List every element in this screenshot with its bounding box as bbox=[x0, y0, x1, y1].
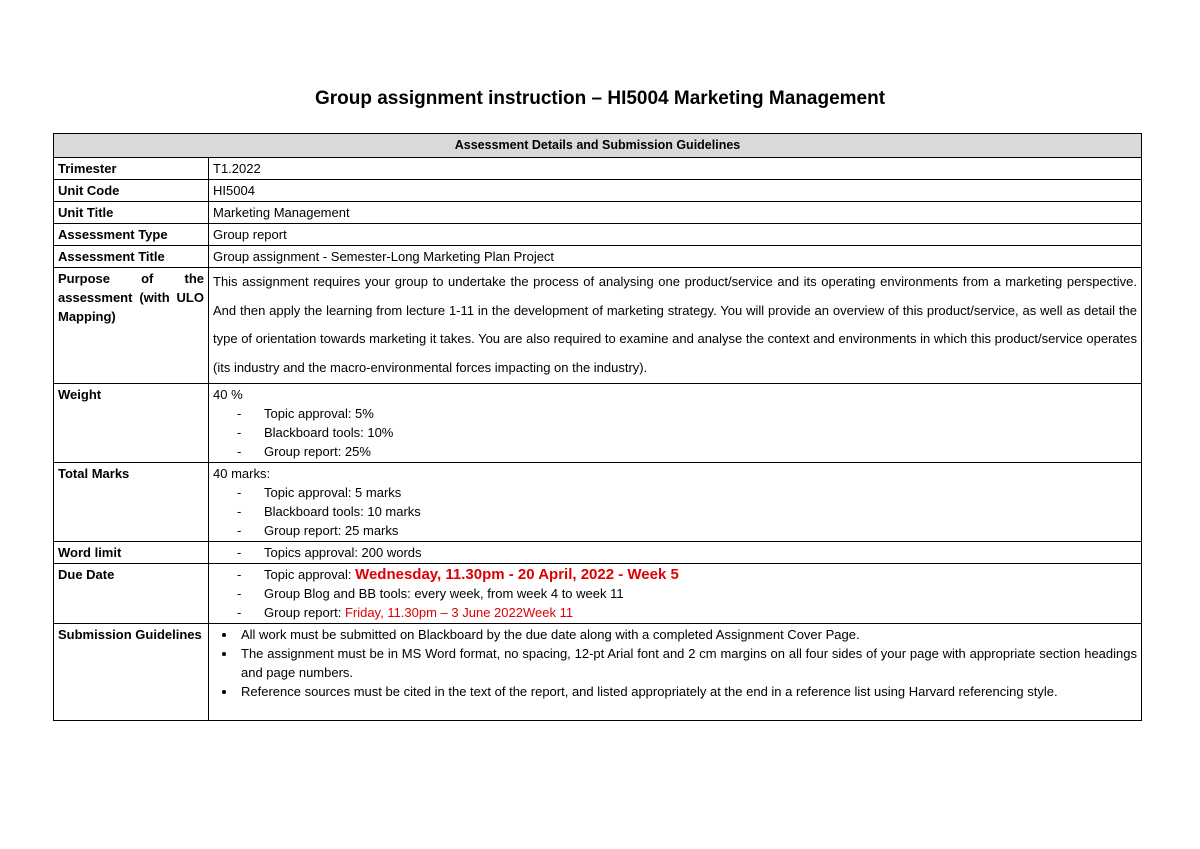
topic-approval-date: Wednesday, 11.30pm - 20 April, 2022 - Week 5 bbox=[355, 566, 679, 583]
list-item: - Blackboard tools: 10% bbox=[237, 423, 1137, 442]
table-row bbox=[54, 384, 1142, 463]
table-row bbox=[54, 224, 1142, 246]
list-item: • All work must be submitted on Blackboard by the due date along with a completed Assignment Cover Page. bbox=[237, 625, 1137, 644]
row-label-weight: Weight bbox=[54, 384, 209, 463]
row-label-assessment-title: Assessment Title bbox=[54, 246, 209, 268]
row-value-weight bbox=[209, 384, 1142, 463]
row-label-due-date: Due Date bbox=[54, 564, 209, 624]
row-value-unit-title: Marketing Management bbox=[209, 202, 1142, 224]
weight-intro: 40 % bbox=[213, 387, 243, 402]
list-item: - Topic approval: 5 marks bbox=[237, 483, 1137, 502]
row-label-unit-code: Unit Code bbox=[54, 180, 209, 202]
table-row bbox=[54, 564, 1142, 624]
table-row bbox=[54, 542, 1142, 564]
table-row bbox=[54, 268, 1142, 384]
submission-list bbox=[213, 625, 1137, 701]
row-value-unit-code: HI5004 bbox=[209, 180, 1142, 202]
row-label-submission: Submission Guidelines bbox=[54, 624, 209, 721]
row-value-trimester: T1.2022 bbox=[209, 158, 1142, 180]
row-value-total-marks bbox=[209, 463, 1142, 542]
row-label-purpose: Purpose of the assessment (with ULO Mapping) bbox=[54, 268, 209, 384]
row-value-assessment-type: Group report bbox=[209, 224, 1142, 246]
assessment-details-table bbox=[53, 133, 1142, 721]
list-item: - Group report: 25 marks bbox=[237, 521, 1137, 540]
list-item: • The assignment must be in MS Word format, no spacing, 12-pt Arial font and 2 cm margins on all four sides of your page with appropriate section headings and page numbers. bbox=[237, 644, 1137, 682]
table-row bbox=[54, 246, 1142, 268]
group-report-week: Week 11 bbox=[522, 605, 574, 620]
list-item: - Blackboard tools: 10 marks bbox=[237, 502, 1137, 521]
list-item: - Topic approval: 5% bbox=[237, 404, 1137, 423]
table-header: Assessment Details and Submission Guidelines bbox=[54, 134, 1142, 158]
row-value-word-limit bbox=[209, 542, 1142, 564]
weight-list bbox=[213, 404, 1137, 461]
row-label-total-marks: Total Marks bbox=[54, 463, 209, 542]
list-item: - Group Blog and BB tools: every week, from week 4 to week 11 bbox=[237, 584, 1137, 603]
row-value-assessment-title: Group assignment - Semester-Long Marketing Plan Project bbox=[209, 246, 1142, 268]
list-item bbox=[237, 565, 1137, 584]
list-item: • Reference sources must be cited in the text of the report, and listed appropriately at the end in a reference list using Harvard referencing style. bbox=[237, 682, 1137, 701]
group-report-prefix: Group report: bbox=[264, 605, 345, 620]
list-item bbox=[237, 603, 1137, 622]
table-row bbox=[54, 202, 1142, 224]
topic-approval-prefix: Topic approval: bbox=[264, 567, 356, 582]
group-report-date: Friday, 11.30pm – 3 June 2022 bbox=[344, 605, 523, 620]
table-row bbox=[54, 180, 1142, 202]
row-label-trimester: Trimester bbox=[54, 158, 209, 180]
row-value-due-date bbox=[209, 564, 1142, 624]
table-row bbox=[54, 463, 1142, 542]
word-limit-list bbox=[213, 543, 1137, 562]
table-row bbox=[54, 624, 1142, 721]
due-date-list bbox=[213, 565, 1137, 622]
table-row bbox=[54, 158, 1142, 180]
page-title: Group assignment instruction – HI5004 Marketing Management bbox=[314, 88, 886, 109]
row-value-purpose: This assignment requires your group to undertake the process of analysing one product/service and its operating environments from a marketing perspective. And then apply the learning from lecture 1-11 in the development of marketing strategy. You will provide an overview of this product/service, as well as detail the type of orientation towards marketing it takes. You are also required to examine and analyse the context and environments in which this product/service operates (its industry and the macro-environmental forces impacting on the industry). bbox=[209, 268, 1142, 384]
list-item: - Group report: 25% bbox=[237, 442, 1137, 461]
row-label-unit-title: Unit Title bbox=[54, 202, 209, 224]
total-marks-intro: 40 marks: bbox=[213, 466, 271, 481]
row-label-assessment-type: Assessment Type bbox=[54, 224, 209, 246]
total-marks-list bbox=[213, 483, 1137, 540]
list-item: - Topics approval: 200 words bbox=[237, 543, 1137, 562]
row-label-word-limit: Word limit bbox=[54, 542, 209, 564]
row-value-submission bbox=[209, 624, 1142, 721]
table-header-row bbox=[54, 134, 1142, 158]
